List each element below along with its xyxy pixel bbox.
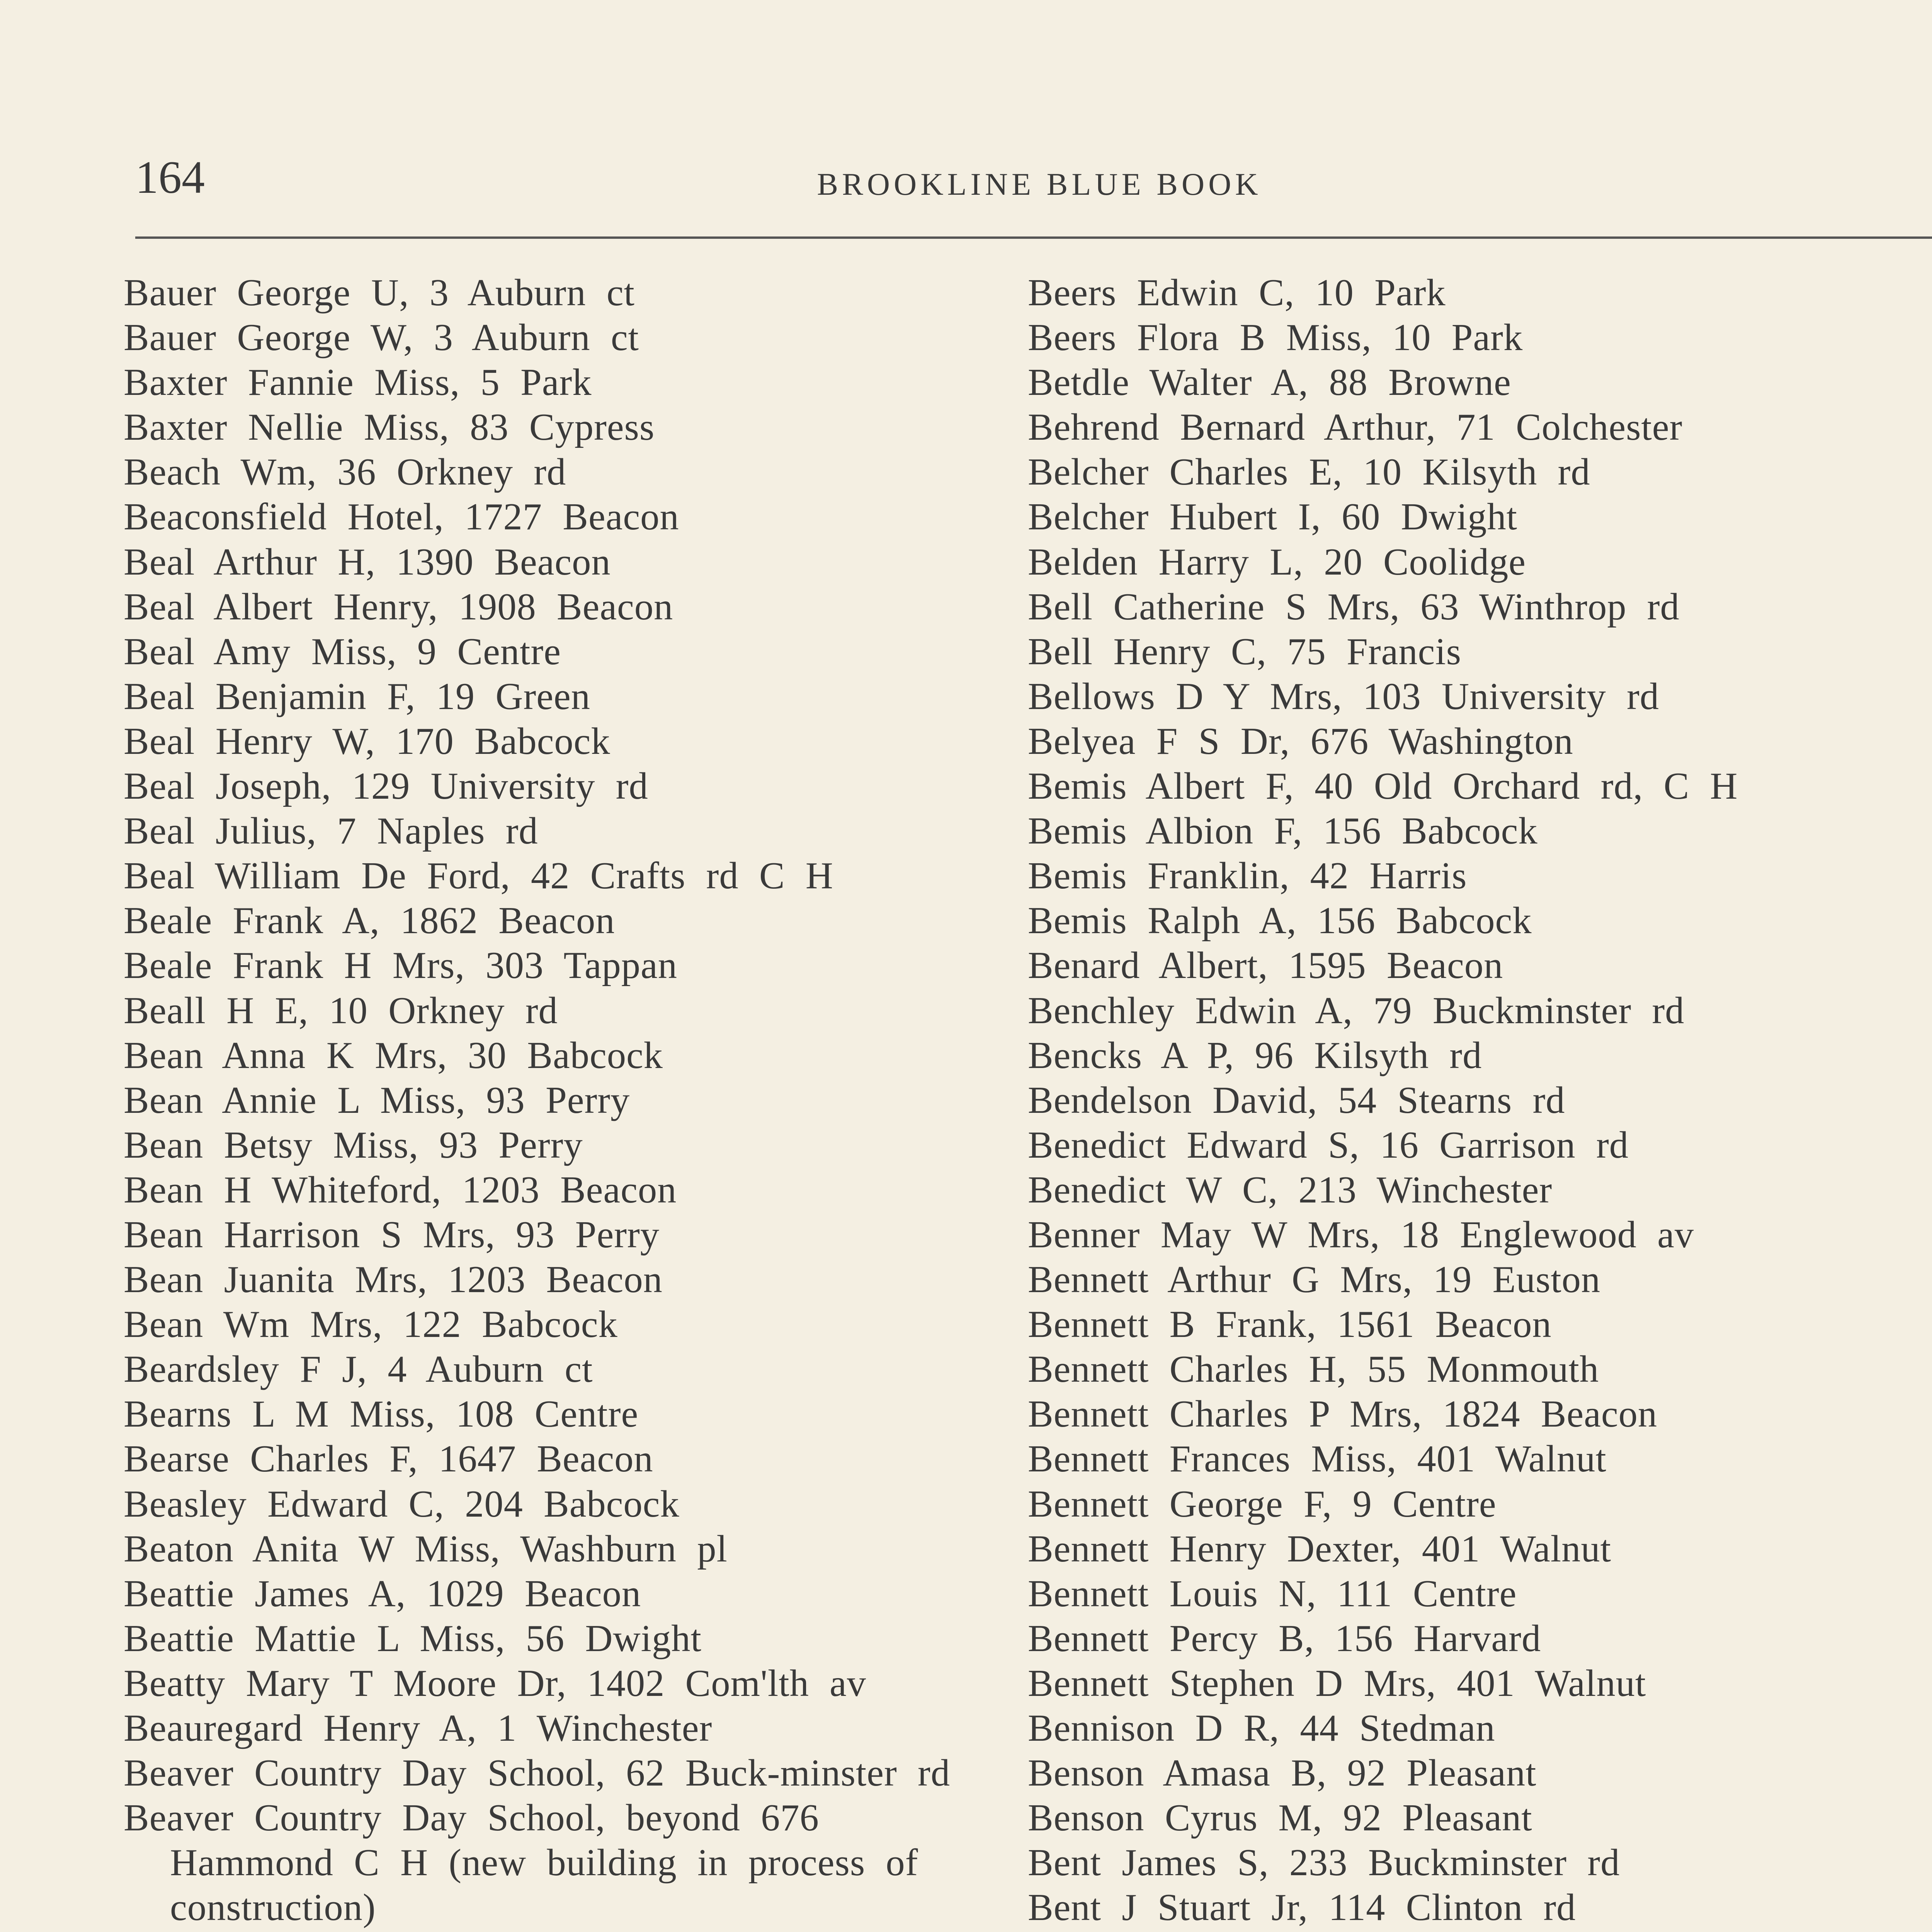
directory-entry: Benchley Edwin A, 79 Buckminster rd xyxy=(1028,989,1685,1032)
directory-entry xyxy=(1028,1930,1932,1932)
directory-entry: Benard Albert, 1595 Beacon xyxy=(1028,944,1503,987)
directory-entry: Bean Harrison S Mrs, 93 Perry xyxy=(124,1213,660,1256)
directory-entry: Beal William De Ford, 42 Crafts rd C H xyxy=(124,855,833,897)
directory-entry: Bennett Charles H, 55 Monmouth xyxy=(1028,1348,1599,1391)
directory-entry: Bent James S, 233 Buckminster rd xyxy=(1028,1842,1620,1884)
directory-entry: Bean Juanita Mrs, 1203 Beacon xyxy=(124,1259,663,1301)
directory-entry: Bean Wm Mrs, 122 Babcock xyxy=(124,1303,618,1346)
directory-entry: Beal Amy Miss, 9 Centre xyxy=(124,630,561,673)
directory-entry: Bennett Henry Dexter, 401 Walnut xyxy=(1028,1527,1612,1570)
directory-entry: Benner May W Mrs, 18 Englewood av xyxy=(1028,1213,1694,1256)
directory-column-left xyxy=(124,270,985,1932)
directory-entry: Bennett Frances Miss, 401 Walnut xyxy=(1028,1438,1607,1480)
directory-entry: Bennett Percy B, 156 Harvard xyxy=(1028,1617,1541,1660)
header-rule xyxy=(135,236,1932,239)
directory-entry: Beale Frank A, 1862 Beacon xyxy=(124,900,615,942)
directory-entry: Benson Cyrus M, 92 Pleasant xyxy=(1028,1797,1532,1839)
directory-entry: Baxter Fannie Miss, 5 Park xyxy=(124,361,592,404)
directory-entry: Belden Harry L, 20 Coolidge xyxy=(1028,541,1526,583)
directory-column-right xyxy=(1028,270,1932,1932)
directory-entry: Bennett Arthur G Mrs, 19 Euston xyxy=(1028,1259,1601,1301)
directory-entry: Bennett Charles P Mrs, 1824 Beacon xyxy=(1028,1393,1658,1435)
directory-entry: Beasley Edward C, 204 Babcock xyxy=(124,1483,680,1525)
directory-entry: Beal Benjamin F, 19 Green xyxy=(124,675,590,718)
directory-entry: Bell Henry C, 75 Francis xyxy=(1028,630,1461,673)
directory-entry: Bemis Albert F, 40 Old Orchard rd, C H xyxy=(1028,765,1738,808)
directory-entry: Beauregard Henry A, 1 Winchester xyxy=(124,1707,713,1749)
directory-entry: Bent J Stuart Jr, 114 Clinton rd xyxy=(1028,1886,1576,1929)
directory-entry: Bean H Whiteford, 1203 Beacon xyxy=(124,1168,677,1211)
directory-entry: Bencks A P, 96 Kilsyth rd xyxy=(1028,1034,1482,1077)
directory-entry: Bennison D R, 44 Stedman xyxy=(1028,1707,1495,1749)
directory-entry: Benedict Edward S, 16 Garrison rd xyxy=(1028,1124,1629,1166)
directory-entry: Beaver Country Day School, 62 Buck-minster rd xyxy=(124,1752,951,1794)
directory-entry: Beall H E, 10 Orkney rd xyxy=(124,989,558,1032)
directory-entry: Bennett Stephen D Mrs, 401 Walnut xyxy=(1028,1662,1646,1704)
directory-entry: Beaton Anita W Miss, Washburn pl xyxy=(124,1527,728,1570)
directory-entry: Betdle Walter A, 88 Browne xyxy=(1028,361,1511,404)
page-header xyxy=(135,147,1932,216)
directory-entry: Beardsley F J, 4 Auburn ct xyxy=(124,1348,593,1391)
directory-entry: Beach Wm, 36 Orkney rd xyxy=(124,451,566,493)
directory-entry: Bemis Albion F, 156 Babcock xyxy=(1028,810,1538,852)
directory-entry: Beaconsfield Hotel, 1727 Beacon xyxy=(124,496,679,538)
directory-entry: Beers Flora B Miss, 10 Park xyxy=(1028,316,1523,359)
directory-entry: Belcher Hubert I, 60 Dwight xyxy=(1028,496,1518,538)
directory-entry: Bemis Ralph A, 156 Babcock xyxy=(1028,900,1532,942)
directory-entry: Belcher Charles E, 10 Kilsyth rd xyxy=(1028,451,1590,493)
directory-entry: Bennett Louis N, 111 Centre xyxy=(1028,1572,1517,1615)
directory-entry: Beal Julius, 7 Naples rd xyxy=(124,810,538,852)
directory-entry: Bauer George W, 3 Auburn ct xyxy=(124,316,639,359)
directory-entry: Beal Arthur H, 1390 Beacon xyxy=(124,541,611,583)
directory-entry: Beal Joseph, 129 University rd xyxy=(124,765,648,808)
directory-entry: Beale Frank H Mrs, 303 Tappan xyxy=(124,944,677,987)
directory-entry: Bauer George U, 3 Auburn ct xyxy=(124,272,635,314)
directory-entry: Belyea F S Dr, 676 Washington xyxy=(1028,720,1573,762)
directory-entry: Beal Albert Henry, 1908 Beacon xyxy=(124,585,673,628)
directory-entry: Beaver Country Day School, beyond 676 Hammond C H (new building in process of construction) xyxy=(124,1797,918,1929)
directory-entry: Bemis Franklin, 42 Harris xyxy=(1028,855,1467,897)
directory-entry: Beattie James A, 1029 Beacon xyxy=(124,1572,641,1615)
page-number: 164 xyxy=(135,151,205,203)
directory-entry: Beers Edwin C, 10 Park xyxy=(1028,272,1446,314)
directory-entry: Bennett George F, 9 Centre xyxy=(1028,1483,1497,1525)
directory-entry: Bean Anna K Mrs, 30 Babcock xyxy=(124,1034,663,1077)
directory-entry: Behrend Bernard Arthur, 71 Colchester xyxy=(1028,406,1683,449)
directory-entry: Bendelson David, 54 Stearns rd xyxy=(1028,1079,1565,1121)
directory-entry: Benedict W C, 213 Winchester xyxy=(1028,1168,1553,1211)
directory-entry: Bearse Charles F, 1647 Beacon xyxy=(124,1438,653,1480)
directory-entry: Bean Annie L Miss, 93 Perry xyxy=(124,1079,630,1121)
directory-entry: Beal Henry W, 170 Babcock xyxy=(124,720,611,762)
directory-entry: Baxter Nellie Miss, 83 Cypress xyxy=(124,406,655,449)
directory-entry: Bean Betsy Miss, 93 Perry xyxy=(124,1124,583,1166)
directory-entry: Bearns L M Miss, 108 Centre xyxy=(124,1393,639,1435)
directory-entry: Bell Catherine S Mrs, 63 Winthrop rd xyxy=(1028,585,1680,628)
directory-entry: Beatty Mary T Moore Dr, 1402 Com'lth av xyxy=(124,1662,866,1704)
directory-entry: Beattie Mattie L Miss, 56 Dwight xyxy=(124,1617,702,1660)
directory-entry: Bennett B Frank, 1561 Beacon xyxy=(1028,1303,1552,1346)
directory-entry xyxy=(124,1930,985,1932)
directory-entry: Bellows D Y Mrs, 103 University rd xyxy=(1028,675,1660,718)
directory-entry: Benson Amasa B, 92 Pleasant xyxy=(1028,1752,1537,1794)
book-title: BROOKLINE BLUE BOOK xyxy=(817,167,1262,202)
